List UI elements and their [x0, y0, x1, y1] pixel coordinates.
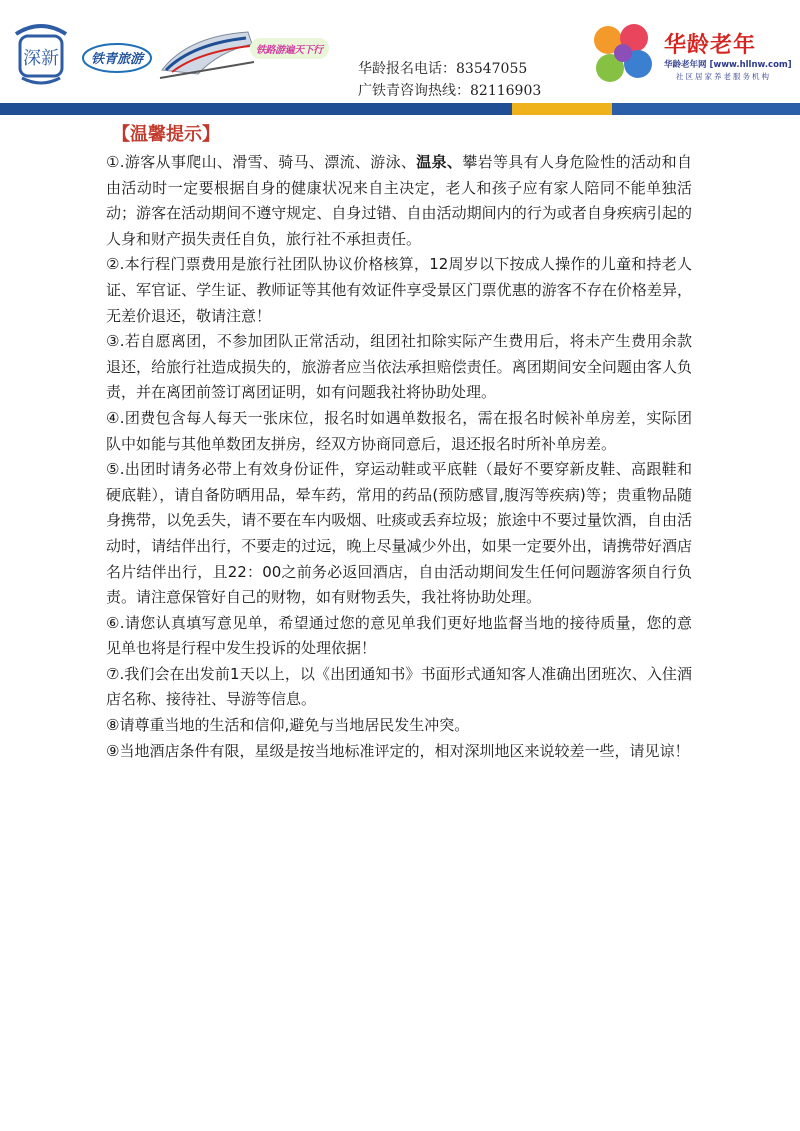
header-band-right [612, 103, 800, 115]
tieqing-travel-logo [80, 40, 154, 76]
notice-item-3: ③.若自愿离团，不参加团队正常活动，组团社扣除实际产生费用后，将未产生费用余款退还，给旅行社造成损失的，旅游者应当依法承担赔偿责任。离团期间安全问题由客人负责，并在离团前签订离团证明，如有问题我社将协助处理。 [106, 332, 692, 402]
notice-item-7: ⑦.我们会在出发前1天以上，以《出团通知书》书面形式通知客人准确出团班次、入住酒店名称、接待社、导游等信息。 [106, 664, 692, 709]
brand-tagline: 社区居家养老服务机构 [676, 72, 771, 81]
slogan-badge: 铁路游遍天下行 [250, 38, 329, 59]
header-band-accent [512, 103, 612, 115]
hotline-label: 广铁青咨询热线： [358, 83, 470, 99]
registration-phone [358, 58, 541, 80]
notice-item-1 [106, 150, 692, 252]
notice-item-8: ⑧请尊重当地的生活和信仰,避免与当地居民发生冲突。 [106, 716, 470, 735]
notice-section [106, 120, 692, 764]
shenxin-logo [10, 16, 72, 86]
notice-item-2: ②.本行程门票费用是旅行社团队协议价格核算，12周岁以下按成人操作的儿童和持老人证、军官证、学生证、教师证等其他有效证件享受景区门票优惠的游客不存在价格差异，无差价退还，敬请注意！ [106, 255, 692, 325]
page-header [0, 0, 800, 118]
item1-text-start: ①.游客从事爬山、滑雪、骑马、漂流、游泳、 [106, 153, 417, 171]
phone-value: 83547055 [456, 61, 528, 77]
brand-site: 华龄老年网 [www.hllnw.com] [664, 60, 792, 70]
contact-block [358, 58, 541, 102]
notice-item-6: ⑥.请您认真填写意见单，希望通过您的意见单我们更好地监督当地的接待质量，您的意见单也将是行程中发生投诉的处理依据！ [106, 613, 692, 658]
notice-item-4: ④.团费包含每人每天一张床位，报名时如遇单数报名，需在报名时候补单房差，实际团队中如能与其他单数团友拼房，经双方协商同意后，退还报名时所补单房差。 [106, 408, 692, 453]
phone-label: 华龄报名电话： [358, 61, 456, 77]
notice-item-5: ⑤.出团时请务必带上有效身份证件，穿运动鞋或平底鞋（最好不要穿新皮鞋、高跟鞋和硬底鞋），请自备防晒用品，晕车药，常用的药品(预防感冒,腹泻等疾病)等；贵重物品随身携带，以免丢失，请不要在车内吸烟、吐痰或丢弃垃圾；旅途中不要过量饮酒，自由活动时，请结伴出行，不要走的过远，晚上尽量减少外出，如果一定要外出，请携带好酒店名片结伴出行，且22：00之前务必返回酒店，自由活动期间发生任何问题游客须自行负责。请注意保管好自己的财物，如有财物丢失，我社将协助处理。 [106, 460, 692, 607]
logo-left-text: 深新 [23, 48, 59, 69]
brand-name: 华龄老年 [664, 33, 757, 58]
notice-title: 【温馨提示】 [112, 124, 220, 145]
item1-highlight: 温泉、 [416, 153, 463, 171]
train-icon [158, 22, 256, 88]
hualing-flower-icon [586, 18, 658, 90]
hotline-value: 82116903 [470, 83, 542, 99]
notice-item-9: ⑨当地酒店条件有限，星级是按当地标准评定的，相对深圳地区来说较差一些，请见谅！ [106, 741, 690, 760]
logo-brand-text: 铁青旅游 [90, 52, 144, 67]
consultation-hotline [358, 80, 541, 102]
item1-text-end: 攀岩等具有人身危险性的活动和自由活动时一定要根据自身的健康状况来自主决定，老人和孩子应有家人陪同不能单独活动；游客在活动期间不遵守规定、自身过错、自由活动期间内的行为或者自身疾病引起的人身和财产损失责任自负，旅行社不承担责任。 [106, 153, 692, 248]
